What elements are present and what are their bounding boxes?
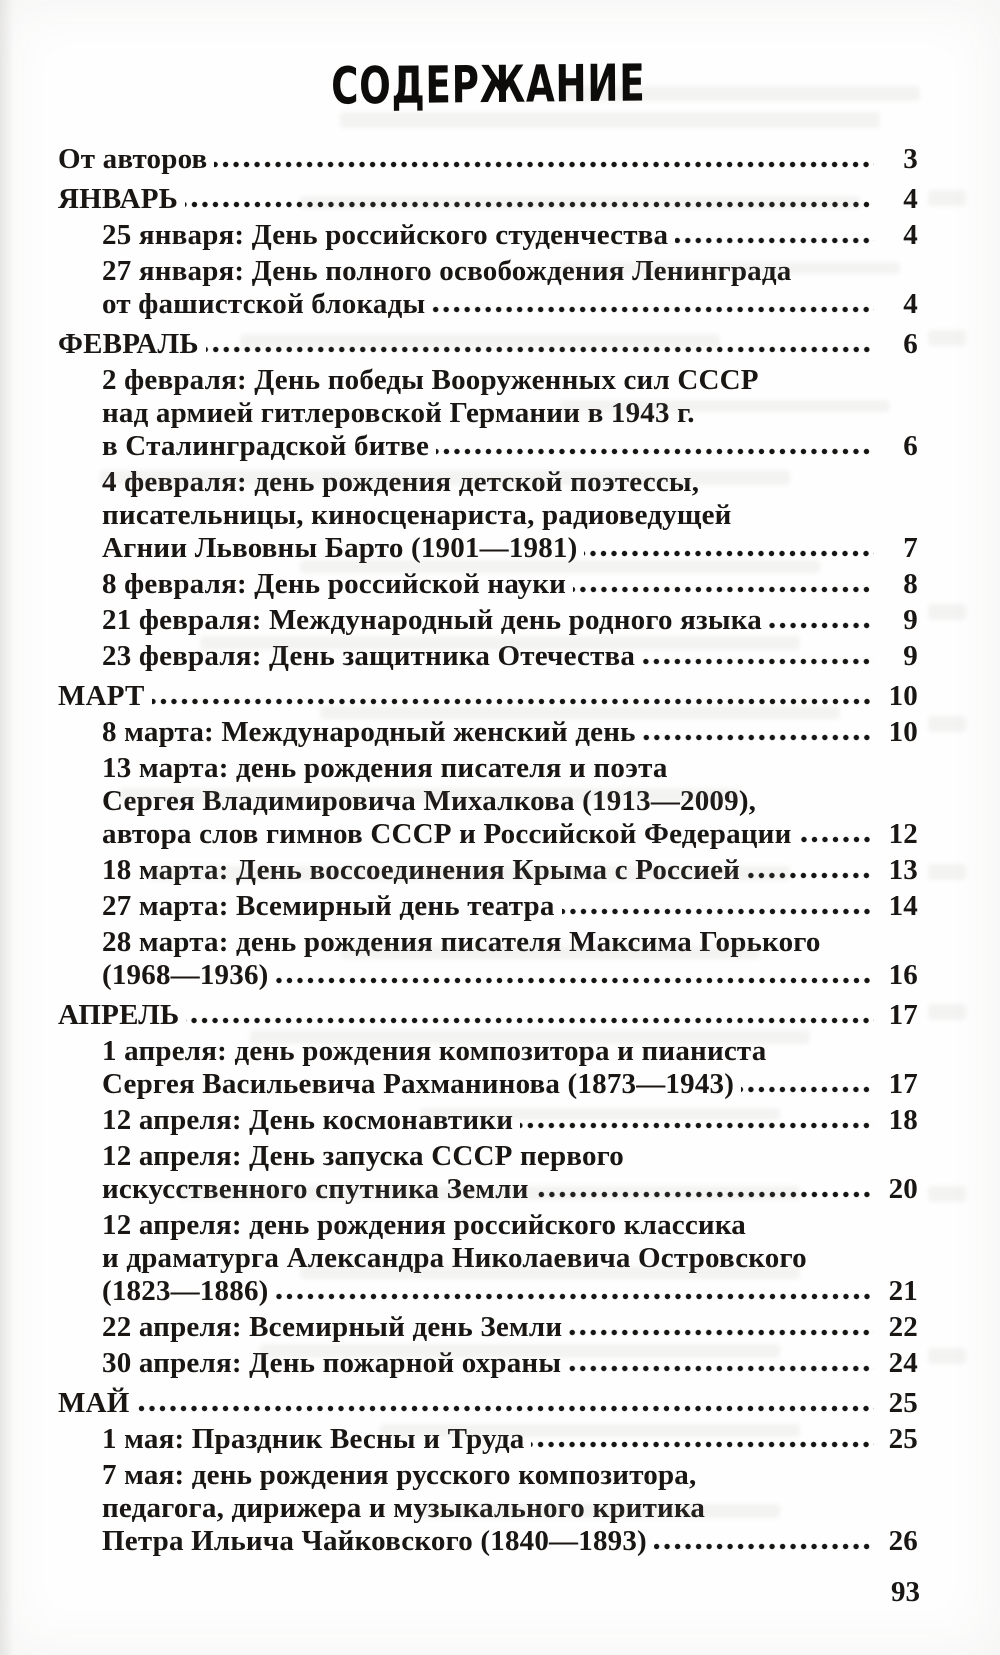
toc-entry-page: 20 — [888, 1173, 918, 1205]
toc-entry-text: 12 апреля: День запуска СССР первого — [102, 1140, 625, 1172]
dot-leader — [185, 201, 874, 208]
toc-entry-text: 12 апреля: день рождения российского классика — [102, 1209, 746, 1241]
toc-entry-text: (1823—1886) — [102, 1275, 269, 1307]
toc-line — [102, 818, 918, 851]
toc-entry-text: 4 февраля: день рождения детской поэтессы, — [102, 466, 700, 498]
toc-entry-page: 3 — [903, 143, 918, 175]
toc-entry-text: МАРТ — [58, 680, 145, 712]
toc-entry-text: искусственного спутника Земли — [102, 1173, 529, 1205]
toc-entry — [58, 1423, 918, 1456]
toc-line — [102, 466, 918, 499]
toc-line — [102, 1035, 918, 1068]
toc-entry — [58, 890, 918, 923]
toc-entry-text: 12 апреля: День космонавтики — [102, 1104, 514, 1136]
dot-leader — [432, 306, 874, 313]
toc-entry-page: 22 — [888, 1311, 918, 1343]
toc-entry — [58, 1311, 918, 1344]
toc-line — [102, 604, 918, 637]
toc-entry-page: 6 — [903, 328, 918, 360]
dot-leader — [276, 977, 874, 984]
toc-entry — [58, 219, 918, 252]
toc-entry-page: 17 — [888, 1068, 918, 1100]
toc-entry-page: 10 — [888, 680, 918, 712]
dot-leader — [276, 1293, 874, 1300]
toc-entry-page: 25 — [888, 1423, 918, 1455]
toc-entry-text: АПРЕЛЬ — [58, 999, 180, 1031]
toc-line — [102, 1525, 918, 1558]
toc-line — [102, 1275, 918, 1308]
toc-entry — [58, 328, 918, 361]
toc-entry-text: Петра Ильича Чайковского (1840—1893) — [102, 1525, 647, 1557]
dot-leader — [675, 237, 874, 244]
toc-entry-page: 4 — [903, 288, 918, 320]
toc-line — [102, 1068, 918, 1101]
toc-entry-page: 26 — [888, 1525, 918, 1557]
toc-entry — [58, 716, 918, 749]
toc-entry-text: 1 мая: Праздник Весны и Труда — [102, 1423, 525, 1455]
toc-entry-text: над армией гитлеровской Германии в 1943 г. — [102, 397, 695, 429]
toc-line — [102, 1311, 918, 1344]
toc-line — [102, 926, 918, 959]
toc-entry — [58, 143, 918, 176]
toc-line — [102, 1209, 918, 1242]
toc-entry — [58, 999, 918, 1032]
toc-line — [102, 364, 918, 397]
toc-line — [58, 183, 918, 216]
toc-line — [102, 959, 918, 992]
toc-entry-text: 2 февраля: День победы Вооруженных сил СССР — [102, 364, 759, 396]
toc-entry-text: ФЕВРАЛЬ — [58, 328, 199, 360]
toc-entry — [58, 1035, 918, 1101]
page-title — [58, 54, 918, 117]
toc-list — [58, 143, 918, 1558]
dot-leader — [569, 1329, 874, 1336]
dot-leader — [799, 836, 875, 843]
toc-entry-page: 4 — [903, 183, 918, 215]
toc-line — [102, 219, 918, 252]
toc-entry-text: 13 марта: день рождения писателя и поэта — [102, 752, 668, 784]
toc-line — [102, 1242, 918, 1275]
toc-entry-text: в Сталинградской битве — [102, 430, 430, 462]
dot-leader — [642, 658, 874, 665]
toc-entry-page: 14 — [888, 890, 918, 922]
dot-leader — [769, 622, 874, 629]
dot-leader — [584, 550, 874, 557]
dot-leader — [136, 1405, 874, 1412]
toc-line — [102, 1140, 918, 1173]
dot-leader — [747, 872, 874, 879]
toc-line — [102, 1347, 918, 1380]
toc-entry-page: 17 — [888, 999, 918, 1031]
toc-entry — [58, 568, 918, 601]
toc-entry-page: 4 — [903, 219, 918, 251]
toc-entry-text: педагога, дирижера и музыкального критика — [102, 1492, 706, 1524]
toc-entry — [58, 680, 918, 713]
toc-entry-text: 23 февраля: День защитника Отечества — [102, 640, 636, 672]
toc-line — [102, 430, 918, 463]
toc-entry — [58, 752, 918, 851]
toc-line — [58, 143, 918, 176]
toc-entry-text: 7 мая: день рождения русского композитора, — [102, 1459, 697, 1491]
toc-line — [102, 890, 918, 923]
toc-entry — [58, 1459, 918, 1558]
dot-leader — [536, 1191, 874, 1198]
toc-entry-text: 27 марта: Всемирный день театра — [102, 890, 555, 922]
toc-entry-page: 21 — [888, 1275, 918, 1307]
toc-line — [102, 640, 918, 673]
toc-entry — [58, 926, 918, 992]
toc-entry-text: 18 марта: День воссоединения Крыма с Россией — [102, 854, 741, 886]
toc-entry-page: 9 — [903, 640, 918, 672]
toc-line — [58, 680, 918, 713]
toc-entry-page: 8 — [903, 568, 918, 600]
toc-line — [102, 785, 918, 818]
toc-entry — [58, 1209, 918, 1308]
toc-entry — [58, 854, 918, 887]
toc-line — [102, 1423, 918, 1456]
toc-line — [102, 752, 918, 785]
dot-leader — [741, 1086, 874, 1093]
dot-leader — [531, 1441, 874, 1448]
dot-leader — [186, 1017, 874, 1024]
toc-entry — [58, 1387, 918, 1420]
page-title-text: СОДЕРЖАНИЕ — [330, 54, 646, 117]
toc-line — [102, 854, 918, 887]
toc-entry — [58, 255, 918, 321]
dot-leader — [152, 698, 874, 705]
dot-leader — [520, 1122, 874, 1129]
toc-entry-text: от фашистской блокады — [102, 288, 426, 320]
toc-entry-text: Сергея Васильевича Рахманинова (1873—1943) — [102, 1068, 735, 1100]
toc-line — [58, 328, 918, 361]
toc-line — [58, 999, 918, 1032]
toc-line — [58, 1387, 918, 1420]
dot-leader — [436, 448, 874, 455]
toc-entry-text: 25 января: День российского студенчества — [102, 219, 669, 251]
toc-line — [102, 716, 918, 749]
toc-entry-text: 30 апреля: День пожарной охраны — [102, 1347, 562, 1379]
toc-entry — [58, 640, 918, 673]
toc-entry — [58, 1347, 918, 1380]
toc-entry-text: От авторов — [58, 143, 208, 175]
toc-line — [102, 397, 918, 430]
toc-entry-text: МАЙ — [58, 1387, 130, 1419]
toc-line — [102, 1492, 918, 1525]
toc-entry-text: 8 февраля: День российской науки — [102, 568, 567, 600]
toc-entry-page: 24 — [888, 1347, 918, 1379]
toc-line — [102, 288, 918, 321]
toc-entry-page: 10 — [888, 716, 918, 748]
toc-entry — [58, 1104, 918, 1137]
dot-leader — [568, 1365, 874, 1372]
toc-entry — [58, 183, 918, 216]
toc-entry-text: автора слов гимнов СССР и Российской Федерации — [102, 818, 792, 850]
toc-entry-page: 6 — [903, 430, 918, 462]
toc-entry-text: 1 апреля: день рождения композитора и пианиста — [102, 1035, 767, 1067]
toc-entry-page: 18 — [888, 1104, 918, 1136]
toc-entry — [58, 604, 918, 637]
toc-line — [102, 568, 918, 601]
toc-entry-page: 12 — [888, 818, 918, 850]
toc-entry-text: Сергея Владимировича Михалкова (1913—2009), — [102, 785, 757, 817]
dot-leader — [206, 346, 874, 353]
dot-leader — [214, 161, 874, 168]
toc-entry-text: 8 марта: Международный женский день — [102, 716, 636, 748]
toc-entry-text: 22 апреля: Всемирный день Земли — [102, 1311, 563, 1343]
toc-entry-text: ЯНВАРЬ — [58, 183, 179, 215]
toc-entry — [58, 364, 918, 463]
toc-line — [102, 255, 918, 288]
toc-line — [102, 1173, 918, 1206]
toc-entry-text: 21 февраля: Международный день родного языка — [102, 604, 762, 636]
dot-leader — [573, 586, 874, 593]
toc-entry-text: и драматурга Александра Николаевича Островского — [102, 1242, 807, 1274]
toc-entry-text: 27 января: День полного освобождения Ленинграда — [102, 255, 792, 287]
toc-entry-page: 13 — [888, 854, 918, 886]
toc-entry — [58, 466, 918, 565]
toc-entry-page: 7 — [903, 532, 918, 564]
toc-line — [102, 1104, 918, 1137]
toc-line — [102, 499, 918, 532]
toc-entry-page: 9 — [903, 604, 918, 636]
toc-entry-page: 16 — [888, 959, 918, 991]
dot-leader — [643, 734, 874, 741]
dot-leader — [654, 1543, 874, 1550]
footer-page-number: 93 — [891, 1576, 920, 1608]
toc-line — [102, 1459, 918, 1492]
toc-entry-text: 28 марта: день рождения писателя Максима Горького — [102, 926, 821, 958]
toc-line — [102, 532, 918, 565]
toc-entry-text: писательницы, киносценариста, радиоведущей — [102, 499, 732, 531]
toc-entry — [58, 1140, 918, 1206]
toc-entry-page: 25 — [888, 1387, 918, 1419]
toc-entry-text: Агнии Львовны Барто (1901—1981) — [102, 532, 578, 564]
toc-entry-text: (1968—1936) — [102, 959, 269, 991]
dot-leader — [562, 908, 874, 915]
